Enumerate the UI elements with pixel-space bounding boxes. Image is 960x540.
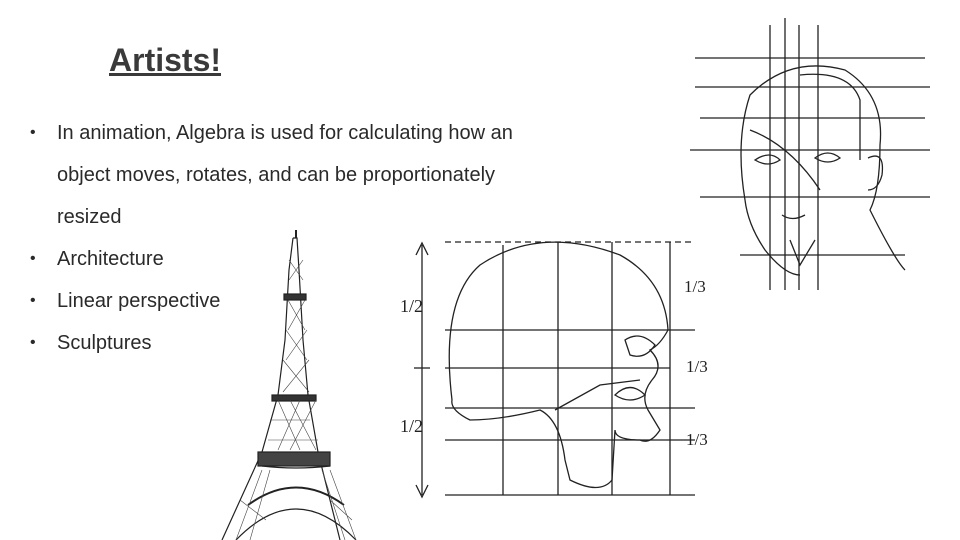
bullet-sculptures: • Sculptures <box>30 322 530 364</box>
bullet-linear-perspective: • Linear perspective <box>30 280 530 322</box>
skull-half-top: 1/2 <box>400 296 424 316</box>
skull-third-middle: 1/3 <box>686 357 708 376</box>
bullet-animation: • In animation, Algebra is used for calculating how an object moves, rotates, and can be proportionately resized <box>30 112 537 238</box>
skull-half-bottom: 1/2 <box>400 416 424 436</box>
slide-title: Artists! <box>109 42 222 78</box>
head-proportion-diagram <box>690 18 930 290</box>
skull-third-top: 1/3 <box>684 277 706 296</box>
eiffel-tower-image <box>222 230 356 540</box>
skull-proportion-diagram <box>414 242 695 497</box>
bullet-architecture: • Architecture <box>30 238 530 280</box>
skull-third-bottom: 1/3 <box>686 430 708 449</box>
